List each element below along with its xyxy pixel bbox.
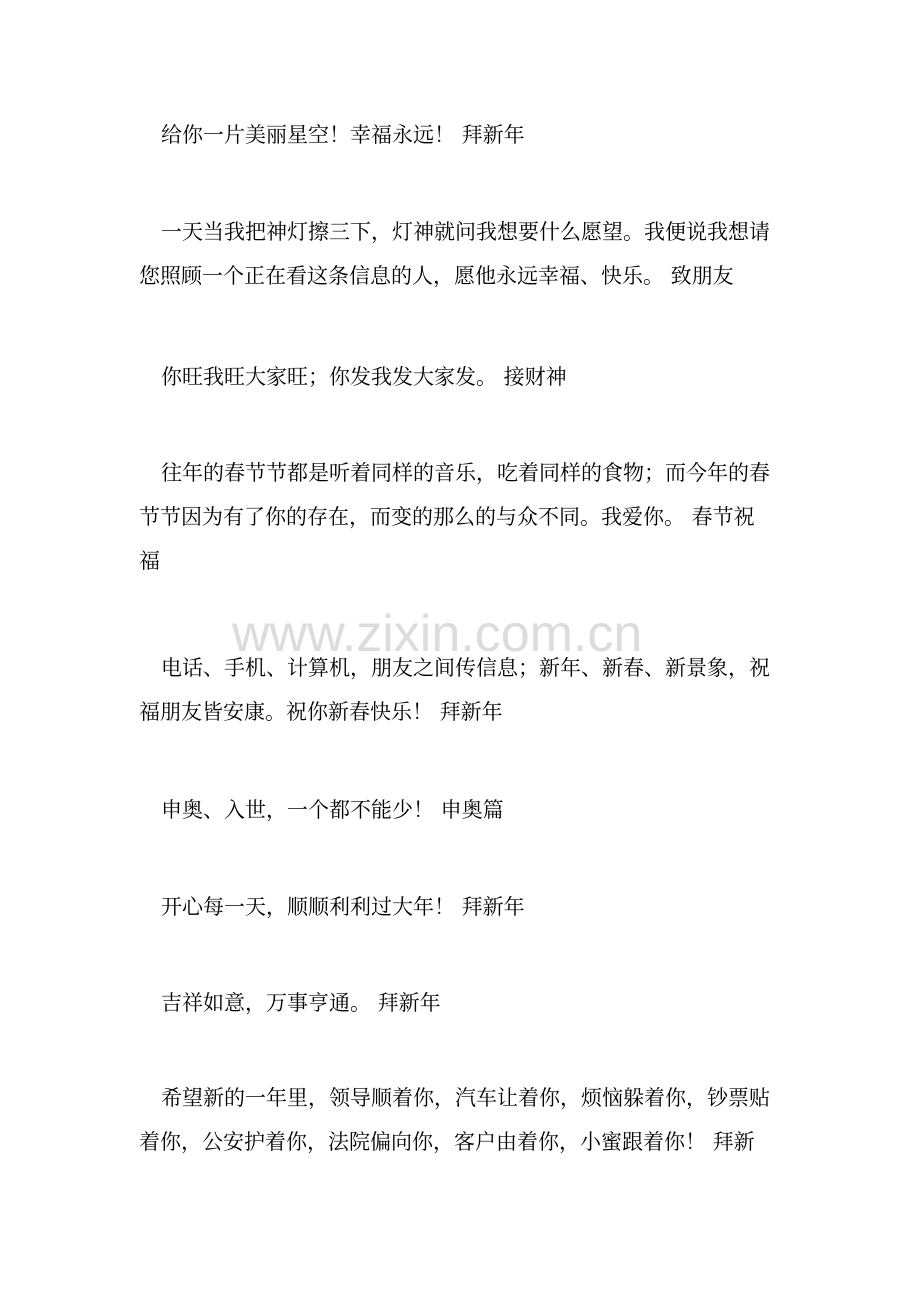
paragraph-line: 给你一片美丽星空！幸福永远！ 拜新年 — [161, 123, 525, 147]
paragraph-line: 您照顾一个正在看这条信息的人，愿他永远幸福、快乐。 致朋友 — [139, 264, 734, 288]
paragraph-2 — [139, 210, 787, 298]
paragraph-line: 一天当我把神灯擦三下，灯神就问我想要什么愿望。我便说我想请 — [161, 220, 770, 244]
paragraph-line: 希望新的一年里，领导顺着你，汽车让着你，烦恼躲着你，钞票贴 — [161, 1086, 770, 1110]
paragraph-line: 往年的春节节都是听着同样的音乐，吃着同样的食物；而今年的春 — [161, 461, 770, 485]
paragraph-3 — [139, 355, 787, 399]
paragraph-4 — [139, 451, 787, 583]
paragraph-line: 吉祥如意，万事亨通。 拜新年 — [161, 991, 441, 1015]
paragraph-7 — [139, 885, 787, 929]
paragraph-line: 着你，公安护着你，法院偏向你，客户由着你，小蜜跟着你！ 拜新 — [139, 1130, 755, 1154]
paragraph-line: 福朋友皆安康。祝你新春快乐！ 拜新年 — [139, 700, 503, 724]
paragraph-5 — [139, 646, 787, 734]
paragraph-line: 节节因为有了你的存在，而变的那么的与众不同。我爱你。 春节祝 — [139, 505, 755, 529]
paragraph-1 — [139, 113, 787, 157]
paragraph-line: 电话、手机、计算机，朋友之间传信息；新年、新春、新景象，祝 — [161, 656, 770, 680]
paragraph-line: 你旺我旺大家旺；你发我发大家发。 接财神 — [161, 365, 567, 389]
watermark-text: www.zixin.com.cn — [232, 605, 643, 663]
paragraph-line: 开心每一天，顺顺利利过大年！ 拜新年 — [161, 895, 525, 919]
paragraph-6 — [139, 788, 787, 832]
paragraph-8 — [139, 981, 787, 1025]
paragraph-line: 福 — [139, 549, 160, 573]
paragraph-line: 申奥、入世，一个都不能少！ 申奥篇 — [161, 798, 504, 822]
paragraph-9 — [139, 1076, 787, 1164]
